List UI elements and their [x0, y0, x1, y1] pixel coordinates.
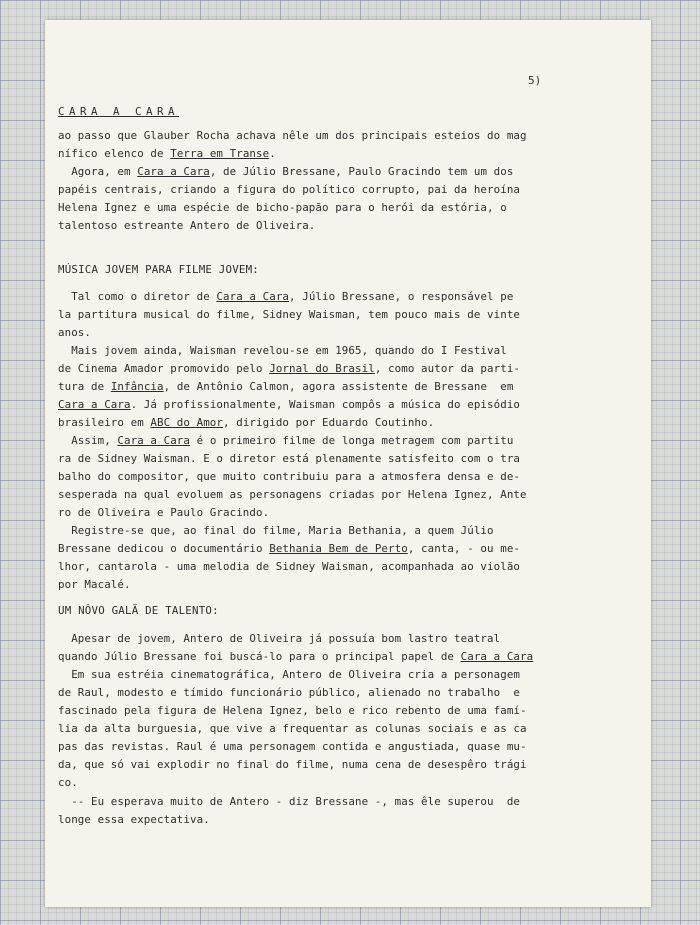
text-line: -- Eu esperava muito de Antero - diz Bressane -, mas êle superou de [58, 795, 521, 808]
text-line: Em sua estréia cinematográfica, Antero de Oliveira cria a personagem [58, 668, 521, 681]
newspaper-title: Jornal do Brasil [269, 362, 375, 375]
text-line: de Cinema Amador promovido pelo Jornal do Brasil, como autor da parti- [58, 362, 521, 375]
text-line: brasileiro em ABC do Amor, dirigido por Eduardo Coutinho. [58, 416, 435, 429]
text-line: Tal como o diretor de Cara a Cara, Júlio Bressane, o responsável pe [58, 290, 514, 303]
film-title: Terra em Transe [170, 147, 270, 160]
text-line: Helena Ignez e uma espécie de bicho-papão para o herói da estória, o [58, 201, 507, 214]
text-line: Mais jovem ainda, Waisman revelou-se em 1965, quando do I Festival [58, 344, 507, 357]
text-line: anos. [58, 326, 92, 339]
text-line: ro de Oliveira e Paulo Gracindo. [58, 506, 270, 519]
film-title: Cara a Cara [216, 290, 290, 303]
text-line: Registre-se que, ao final do filme, Maria Bethania, a quem Júlio [58, 524, 494, 537]
text-line: ra de Sidney Waisman. E o diretor está plenamente satisfeito com o tra [58, 452, 521, 465]
text-line: por Macalé. [58, 578, 131, 591]
film-title: Bethania Bem de Perto [269, 542, 408, 555]
text-line: sesperada na qual evoluem as personagens criadas por Helena Ignez, Ante [58, 488, 527, 501]
text-line: longe essa expectativa. [58, 813, 210, 826]
text-line: da, que só vai explodir no final do filme, numa cena de desespêro trági [58, 758, 527, 771]
text-line: Apesar de jovem, Antero de Oliveira já possuía bom lastro teatral [58, 632, 501, 645]
page-number: 5) [528, 74, 542, 87]
text-line: Assim, Cara a Cara é o primeiro filme de longa metragem com partitu [58, 434, 514, 447]
text-line: co. [58, 776, 78, 789]
section-heading-musica-jovem: MÚSICA JOVEM PARA FILME JOVEM: [58, 263, 260, 276]
text-line: Agora, em Cara a Cara, de Júlio Bressane, Paulo Gracindo tem um dos [58, 165, 514, 178]
film-title: Cara a Cara [117, 434, 191, 447]
text-line: Cara a Cara. Já profissionalmente, Waisman compôs a música do episódio [58, 398, 521, 411]
text-line: Bressane dedicou o documentário Bethania Bem de Perto, canta, - ou me- [58, 542, 521, 555]
text-line: quando Júlio Bressane foi buscá-lo para o principal papel de Cara a Cara [58, 650, 534, 663]
text-line: balho do compositor, que muito contribuiu para a atmosfera densa e de- [58, 470, 521, 483]
text-line: talentoso estreante Antero de Oliveira. [58, 219, 316, 232]
section-heading-novo-gala: UM NÔVO GALÃ DE TALENTO: [58, 604, 219, 617]
text-line: papéis centrais, criando a figura do político corrupto, pai da heroína [58, 183, 521, 196]
text-line: la partitura musical do filme, Sidney Waisman, tem pouco mais de vinte [58, 308, 521, 321]
film-title: Cara a Cara [58, 398, 131, 411]
film-title: Infância [110, 380, 164, 393]
film-title: Cara a Cara [137, 165, 210, 178]
text-line: lia da alta burguesia, que vive a frequentar as colunas sociais e as ca [58, 722, 527, 735]
film-title: Cara a Cara [460, 650, 534, 663]
text-line: nífico elenco de Terra em Transe. [58, 147, 276, 160]
document-title: CARA A CARA [58, 105, 180, 118]
film-title: ABC do Amor [150, 416, 224, 429]
text-line: fascinado pela figura de Helena Ignez, belo e rico rebento de uma famí- [58, 704, 527, 717]
text-line: de Raul, modesto e tímido funcionário público, alienado no trabalho e [58, 686, 521, 699]
text-line: lhor, cantarola - uma melodia de Sidney Waisman, acompanhada ao violão [58, 560, 521, 573]
text-line: tura de Infância, de Antônio Calmon, agora assistente de Bressane em [58, 380, 514, 393]
text-line: pas das revistas. Raul é uma personagem contida e angustiada, quase mu- [58, 740, 527, 753]
text-line: ao passo que Glauber Rocha achava nêle um dos principais esteios do mag [58, 129, 527, 142]
